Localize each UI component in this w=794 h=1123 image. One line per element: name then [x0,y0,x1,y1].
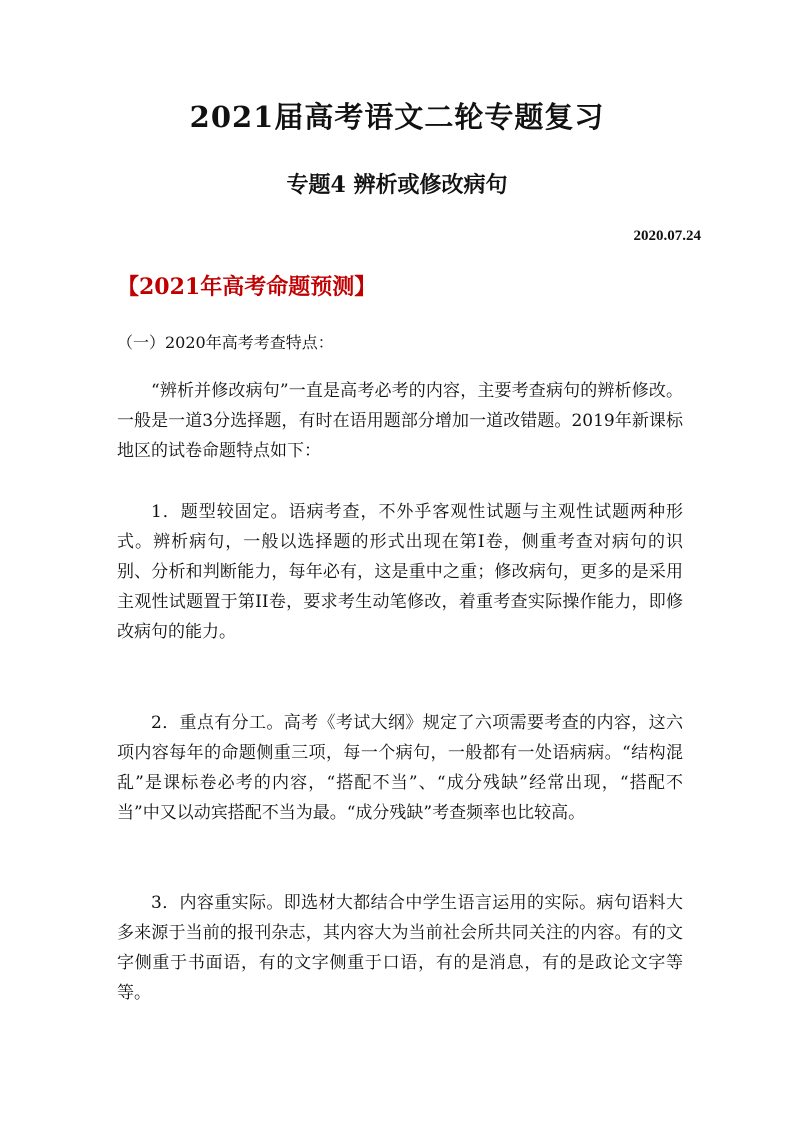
point-3-paragraph: 3．内容重实际。即选材大都结合中学生语言运用的实际。病句语料大多来源于当前的报刊杂志，其内容大为当前社会所共同关注的内容。有的文字侧重于书面语，有的文字侧重于口语，有的是消息，有的是政论文字等等。 [117,893,683,1003]
intro-paragraph-block [117,376,683,466]
point-3-block [117,888,683,1008]
page-subtitle: 专题4 辨析或修改病句 [286,172,508,198]
sub-heading: （一）2020年高考考查特点： [117,333,334,352]
point-2-block [117,708,683,828]
section-heading: 【2021年高考命题预测】 [117,274,377,300]
point-1-paragraph: 1．题型较固定。语病考查，不外乎客观性试题与主观性试题两种形式。辨析病句，一般以选择题的形式出现在第Ⅰ卷，侧重考查对病句的识别、分析和判断能力，每年必有，这是重中之重；修改病句，更多的是采用主观性试题置于第II卷，要求考生动笔修改，着重考查实际操作能力，即修改病句的能力。 [117,502,683,642]
document-date: 2020.07.24 [633,228,701,244]
intro-paragraph: “辨析并修改病句”一直是高考必考的内容，主要考查病句的辨析修改。一般是一道3分选择题，有时在语用题部分增加一道改错题。2019年新课标地区的试卷命题特点如下： [117,381,683,461]
point-1-block [117,497,683,647]
point-2-paragraph: 2．重点有分工。高考《考试大纲》规定了六项需要考查的内容，这六项内容每年的命题侧重三项，每一个病句，一般都有一处语病病。“结构混乱”是课标卷必考的内容，“搭配不当”、“成分残缺”经常出现，“搭配不当”中又以动宾搭配不当为最。“成分残缺”考查频率也比较高。 [117,713,683,823]
page-title: 2021届高考语文二轮专题复习 [189,100,605,134]
